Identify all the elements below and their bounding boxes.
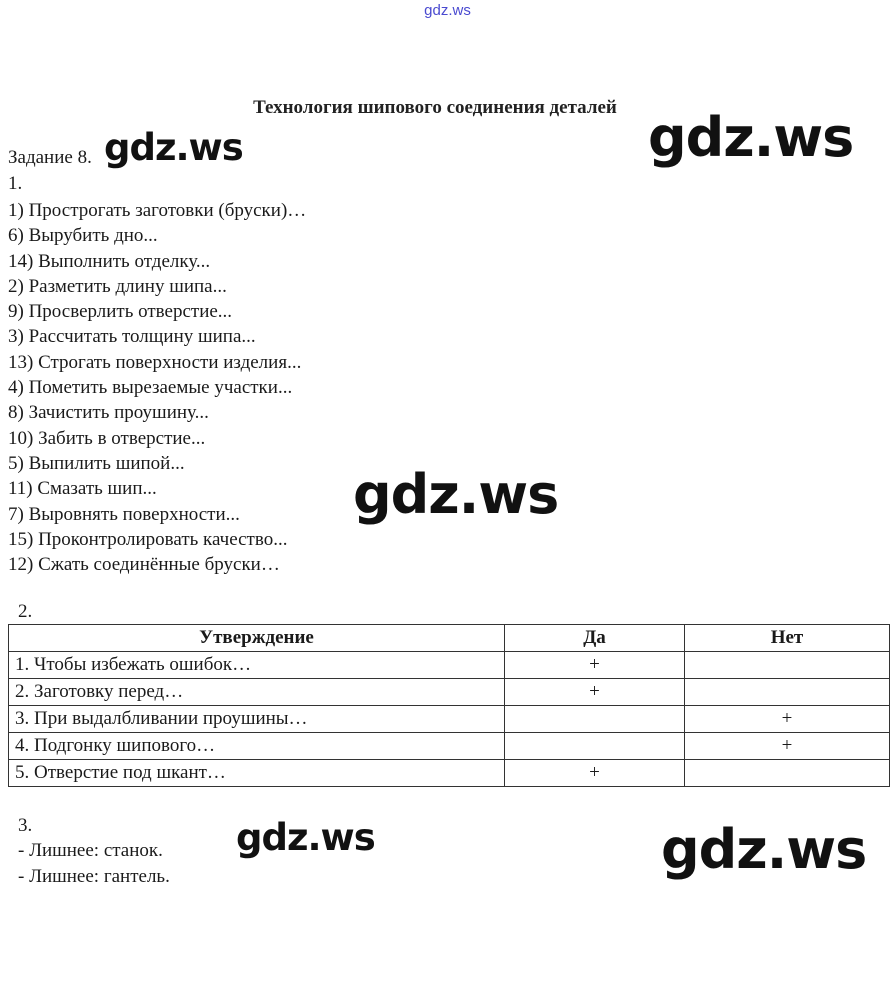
list-item: 10) Забить в отверстие... [8,427,206,449]
table-row [9,652,890,679]
statement-cell: 3. При выдалбливании проушины… [9,706,505,733]
table-row [9,706,890,733]
no-cell [685,679,890,706]
list-item: 4) Пометить вырезаемые участки... [8,377,293,399]
no-cell: + [685,706,890,733]
list-item: 5) Выпилить шипой... [8,452,185,474]
no-cell [685,652,890,679]
watermark: gdz.ws [353,463,559,526]
yes-cell: + [505,679,685,706]
watermark: gdz.ws [648,106,854,169]
answer-line: - Лишнее: гантель. [18,866,170,887]
page-title: Технология шипового соединения деталей [253,97,617,118]
no-cell [685,760,890,787]
yes-cell: + [505,652,685,679]
table-row [9,760,890,787]
watermark: gdz.ws [104,126,243,169]
statement-cell: 5. Отверстие под шкант… [9,760,505,787]
yes-cell [505,733,685,760]
answer-line: - Лишнее: станок. [18,840,163,861]
statement-cell: 4. Подгонку шипового… [9,733,505,760]
steps-list [8,198,306,577]
list-item: 14) Выполнить отделку... [8,250,211,272]
list-item: 3) Рассчитать толщину шипа... [8,326,256,348]
statements-table [8,624,890,787]
table-header-row [9,625,890,652]
no-cell: + [685,733,890,760]
watermark: gdz.ws [661,818,867,881]
table-row [9,733,890,760]
yes-cell [505,706,685,733]
list-item: 12) Сжать соединённые бруски… [8,554,280,576]
list-item: 1) Прострогать заготовки (бруски)… [8,200,307,221]
list-item: 15) Проконтролировать качество... [8,528,288,550]
task-label: Задание 8. [8,147,92,168]
table-row [9,679,890,706]
list-item: 9) Просверлить отверстие... [8,301,233,323]
list-item: 8) Зачистить проушину... [8,402,209,424]
list-item: 11) Смазать шип... [8,478,157,500]
list-item: 13) Строгать поверхности изделия... [8,351,302,373]
part3-number: 3. [18,815,33,836]
site-link[interactable]: gdz.ws [424,2,471,19]
statement-cell: 1. Чтобы избежать ошибок… [9,652,505,679]
statement-cell: 2. Заготовку перед… [9,679,505,706]
list-item: 7) Выровнять поверхности... [8,503,240,525]
list-item: 2) Разметить длину шипа... [8,275,227,297]
column-header-no: Нет [685,625,890,652]
part1-number: 1. [8,173,23,194]
part2-number: 2. [18,601,33,622]
list-item: 6) Вырубить дно... [8,225,158,247]
column-header-yes: Да [505,625,685,652]
yes-cell: + [505,760,685,787]
column-header-statement: Утверждение [9,625,505,652]
watermark: gdz.ws [236,816,375,859]
